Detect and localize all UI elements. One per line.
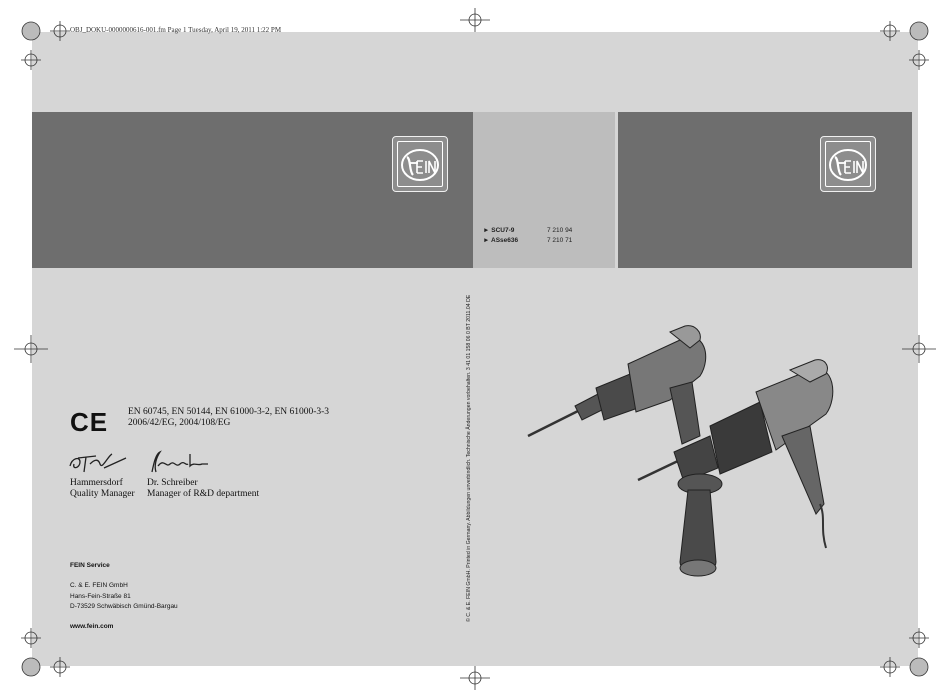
- model-number: 7 210 71: [547, 237, 573, 244]
- ce-mark: CE: [70, 407, 109, 437]
- model-name: ASse636: [491, 237, 519, 244]
- signatory-role: Quality Manager: [70, 489, 135, 499]
- arrow-right-icon: ►: [483, 237, 490, 244]
- signatory-name: Hammersdorf: [70, 478, 123, 488]
- signatory-name: Dr. Schreiber: [147, 478, 198, 488]
- service-city: D-73529 Schwäbisch Gmünd-Bargau: [70, 603, 178, 610]
- legal-note-vertical: © C. & E. FEIN GmbH. Printed in Germany. Abbildungen unverbindlich. Technische Änderungen vorbehalten. 3 41 01 158 06 0 BT 2011.04 DE: [466, 294, 472, 622]
- service-title: FEIN Service: [70, 562, 110, 569]
- service-company: C. & E. FEIN GmbH: [70, 582, 128, 589]
- signatory-role: Manager of R&D department: [147, 489, 260, 499]
- arrow-right-icon: ►: [483, 227, 490, 234]
- standards-line: EN 60745, EN 50144, EN 61000-3-2, EN 61000-3-3: [128, 407, 330, 417]
- directives-line: 2006/42/EG, 2004/108/EG: [128, 418, 231, 428]
- file-info-header: OBJ_DOKU-0000000616-001.fm Page 1 Tuesday, April 19, 2011 1:22 PM: [70, 26, 282, 34]
- service-street: Hans-Fein-Straße 81: [70, 593, 131, 600]
- model-name: SCU7-9: [491, 227, 515, 234]
- model-number: 7 210 94: [547, 227, 573, 234]
- service-website[interactable]: www.fein.com: [70, 623, 114, 630]
